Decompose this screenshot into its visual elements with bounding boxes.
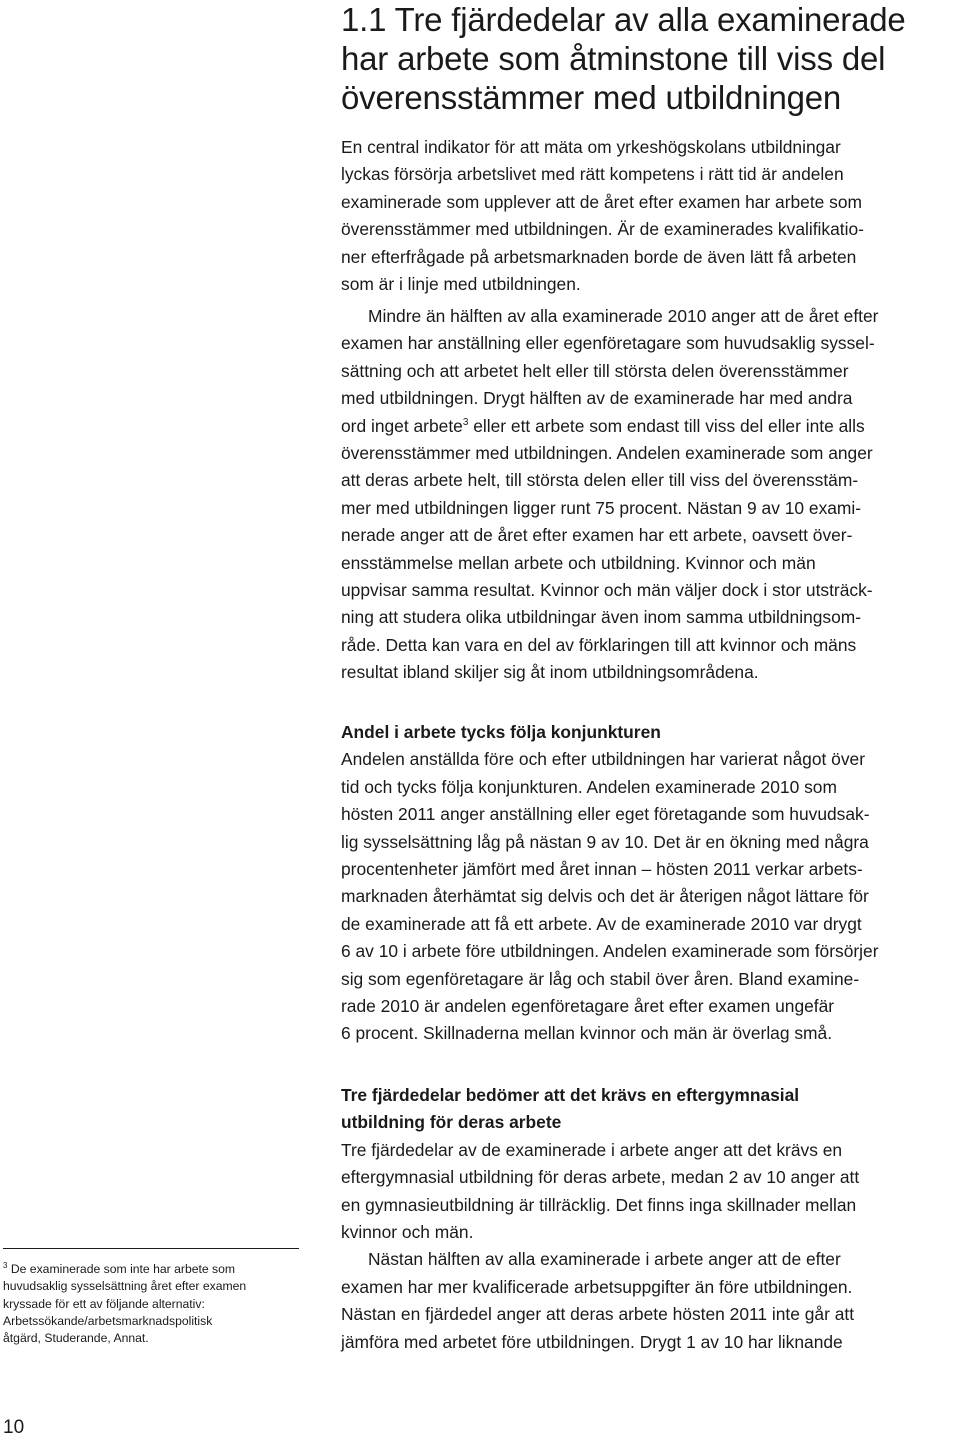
footnote-divider [3, 1248, 299, 1249]
text-line: överensstämmer med utbildningen. Är de examinerades kvalifikatio- [341, 219, 864, 240]
text-line: de examinerade att få ett arbete. Av de examinerade 2010 var drygt [341, 913, 862, 934]
page-title [341, 0, 953, 117]
body-paragraph [341, 303, 953, 687]
text-line: ning att studera olika utbildningar även inom samma utbildningsom- [341, 607, 862, 628]
footnote-line: huvudsaklig sysselsättning året efter examen [3, 1279, 247, 1294]
text-line: Andelen anställda före och efter utbildningen har varierat något över [341, 749, 865, 770]
section-heading: Andel i arbete tycks följa konjunkturen [341, 722, 661, 742]
text-line: tid och tycks följa konjunkturen. Andelen examinerade 2010 som [341, 776, 837, 797]
text-line: lyckas försörja arbetslivet med rätt kompetens i rätt tid är andelen [341, 164, 844, 185]
text-fragment: De examinerade som inte har arbete som [10, 1262, 236, 1276]
footnote-line [3, 1261, 303, 1278]
text-line: att deras arbete helt, till största delen eller till viss del överensstäm- [341, 470, 859, 491]
text-line: sig som egenföretagare är låg och stabil över åren. Bland examine- [341, 968, 860, 989]
text-line: 6 av 10 i arbete före utbildningen. Andelen examinerade som försörjer [341, 941, 879, 962]
text-line: Nästan hälften av alla examinerade i arbete anger att de efter [368, 1249, 841, 1270]
text-line: 6 procent. Skillnaderna mellan kvinnor och män är överlag små. [341, 1023, 833, 1044]
footnote-line: kryssade för ett av följande alternativ: [3, 1296, 205, 1311]
text-line: med utbildningen. Drygt hälften av de examinerade har med andra [341, 388, 853, 409]
text-line: examen har mer kvalificerade arbetsuppgifter än före utbildningen. [341, 1276, 853, 1297]
text-line: ner efterfrågade på arbetsmarknaden borde de även lätt få arbeten [341, 246, 857, 267]
text-line: ensstämmelse mellan arbete och utbildning. Kvinnor och män [341, 552, 816, 573]
text-line: överensstämmer med utbildningen. Andelen examinerade som anger [341, 443, 873, 464]
text-line: En central indikator för att mäta om yrkeshögskolans utbildningar [341, 137, 841, 157]
text-line: kvinnor och män. [341, 1222, 474, 1243]
text-line: examen har anställning eller egenföretagare som huvudsaklig syssel- [341, 333, 875, 354]
text-line: marknaden återhämtat sig delvis och det är återigen något lättare för [341, 886, 869, 907]
text-line: procentenheter jämfört med året innan – hösten 2011 verkar arbets- [341, 859, 863, 880]
text-line: eftergymnasial utbildning för deras arbete, medan 2 av 10 anger att [341, 1167, 860, 1188]
text-line: resultat ibland skiljer sig åt inom utbildningsområdena. [341, 662, 759, 683]
section-heading: Tre fjärdedelar bedömer att det krävs en eftergymnasial [341, 1085, 800, 1105]
text-line: Tre fjärdedelar av de examinerade i arbete anger att det krävs en [341, 1139, 843, 1160]
title-line: överensstämmer med utbildningen [341, 79, 842, 116]
title-line: 1.1 Tre fjärdedelar av alla examinerade [341, 1, 906, 38]
intro-paragraph [341, 134, 953, 298]
section-education-requirement [341, 1082, 953, 1356]
title-line: har arbete som åtminstone till viss del [341, 40, 886, 77]
text-line: råde. Detta kan vara en del av förklaringen till att kvinnor och mäns [341, 634, 857, 655]
footnote-line: åtgärd, Studerande, Annat. [3, 1331, 149, 1346]
text-line: sättning och att arbetet helt eller till största delen överensstämmer [341, 360, 849, 381]
footnote-line: Arbetssökande/arbetsmarknadspolitisk [3, 1313, 213, 1328]
page-number: 10 [3, 1417, 25, 1438]
footnote-marker: 3 [3, 1261, 8, 1270]
text-line: Mindre än hälften av alla examinerade 2010 anger att de året efter [368, 306, 879, 326]
footnote-reference: 3 [462, 416, 469, 428]
footnote [3, 1261, 303, 1347]
text-line: rade 2010 är andelen egenföretagare året efter examen ungefär [341, 996, 835, 1017]
text-fragment: ord inget arbete [341, 415, 463, 436]
text-line: Nästan en fjärdedel anger att deras arbete hösten 2011 inte går att [341, 1304, 855, 1325]
text-fragment: eller ett arbete som endast till viss del eller inte alls [468, 415, 865, 436]
text-line: som är i linje med utbildningen. [341, 274, 581, 295]
text-line: nerade anger att de året efter examen har ett arbete, oavsett över- [341, 525, 853, 546]
text-line: uppvisar samma resultat. Kvinnor och män väljer dock i stor utsträck- [341, 580, 873, 601]
text-line: hösten 2011 anger anställning eller eget företagande som huvudsak- [341, 804, 870, 825]
text-line: lig sysselsättning låg på nästan 9 av 10. Det är en ökning med några [341, 831, 869, 852]
text-line: jämföra med arbetet före utbildningen. Drygt 1 av 10 har liknande [341, 1331, 843, 1352]
text-line: mer med utbildningen ligger runt 75 procent. Nästan 9 av 10 exami- [341, 497, 862, 518]
text-line [341, 413, 953, 440]
text-line: en gymnasieutbildning är tillräcklig. Det finns inga skillnader mellan [341, 1194, 857, 1215]
text-line: examinerade som upplever att de året efter examen har arbete som [341, 191, 863, 212]
section-conjuncture [341, 719, 953, 1048]
section-heading: utbildning för deras arbete [341, 1112, 562, 1133]
